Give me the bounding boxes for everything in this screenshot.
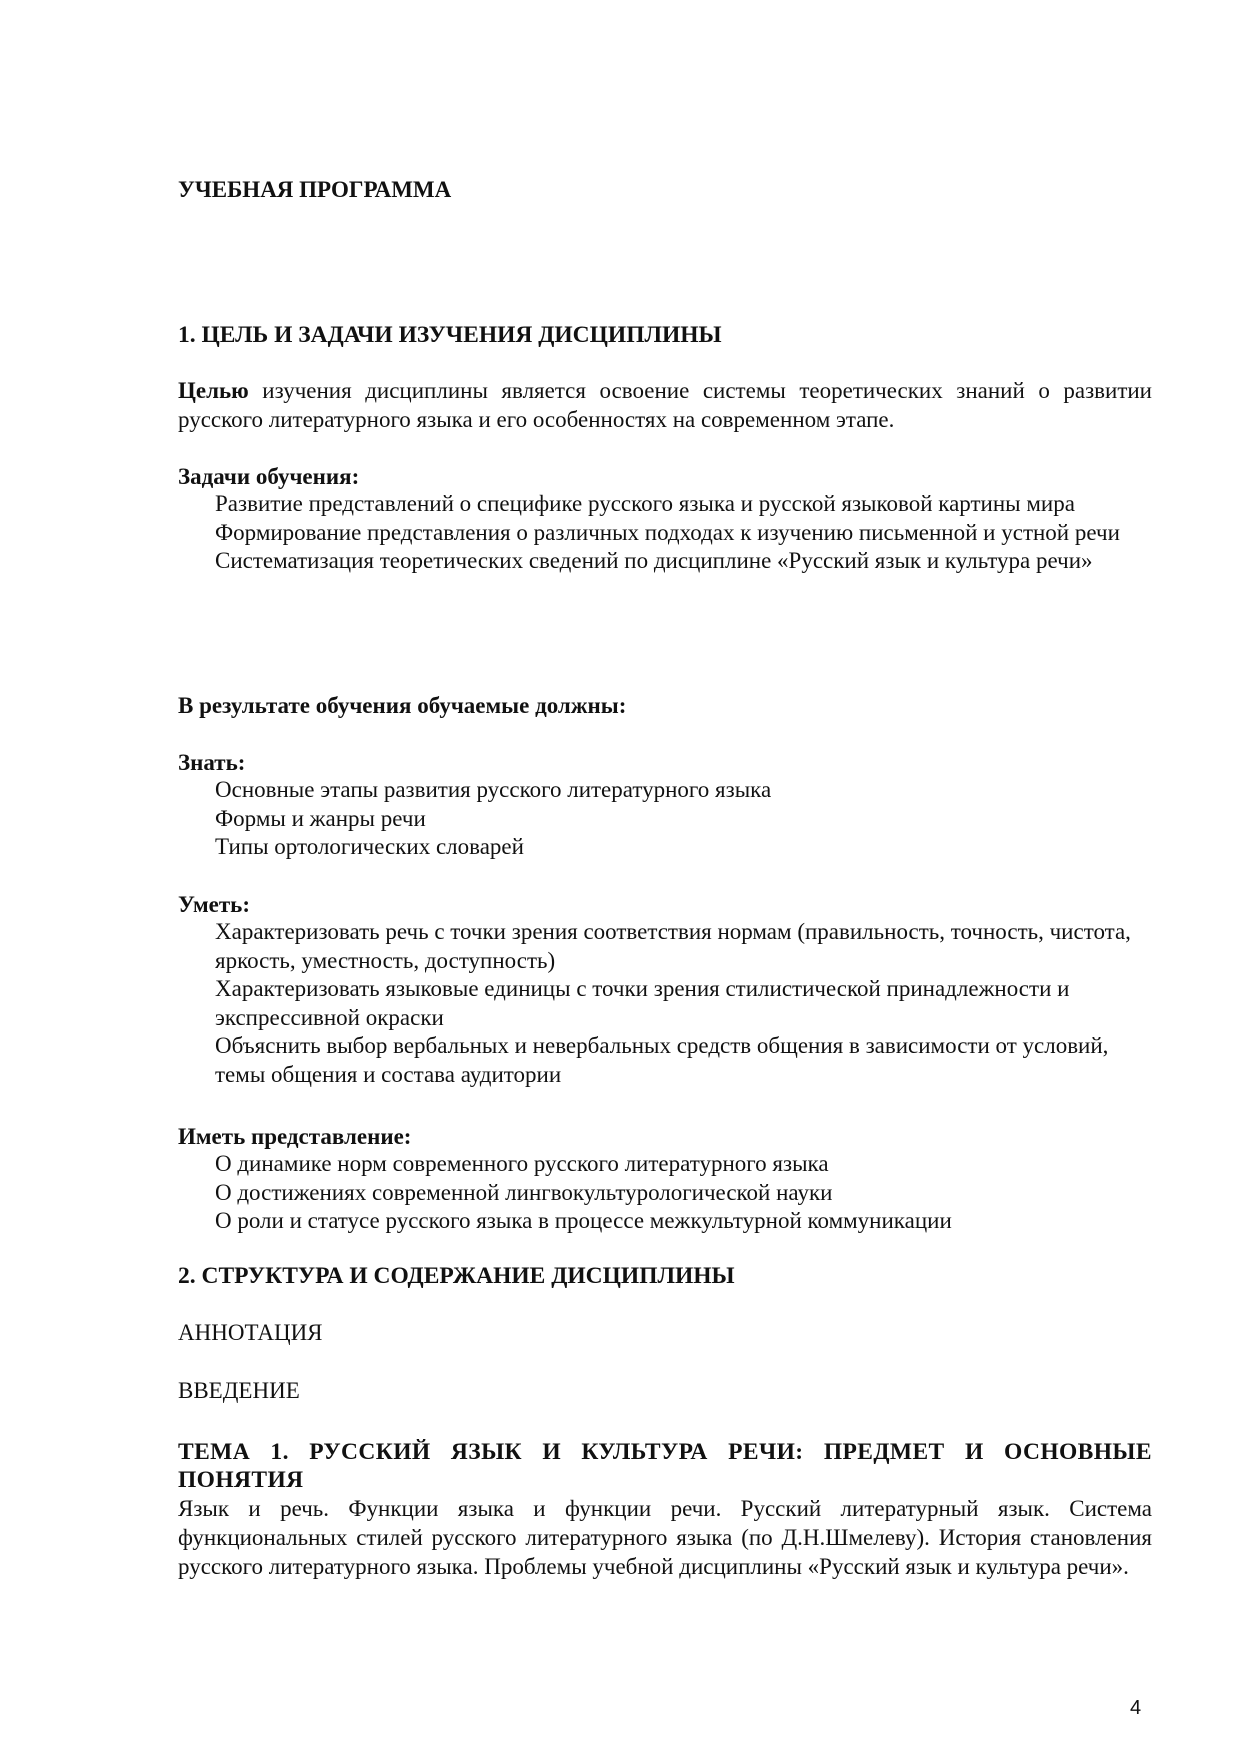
list-item: Формы и жанры речи (215, 805, 426, 831)
list-item: Характеризовать языковые единицы с точки зрения стилистической принадлежности и экспрессивной окраски (215, 976, 1070, 1030)
idea-list (215, 1150, 1160, 1236)
tasks-list (215, 490, 1160, 576)
section1-heading: 1. ЦЕЛЬ И ЗАДАЧИ ИЗУЧЕНИЯ ДИСЦИПЛИНЫ (178, 322, 722, 348)
list-item: Объяснить выбор вербальных и невербальных средств общения в зависимости от условий, темы общения и состава аудитории (215, 1033, 1109, 1087)
know-list (215, 776, 1160, 862)
list-item: Формирование представления о различных подходах к изучению письменной и устной речи (215, 519, 1120, 545)
list-item: Развитие представлений о специфике русского языка и русской языковой картины мира (215, 491, 1075, 516)
list-item: Характеризовать речь с точки зрения соответствия нормам (правильность, точность, чистота, яркость, уместность, доступность) (215, 919, 1131, 973)
know-heading: Знать: (178, 750, 246, 775)
idea-heading: Иметь представление: (178, 1124, 412, 1149)
introduction-label: ВВЕДЕНИЕ (178, 1378, 300, 1403)
list-item: Типы ортологических словарей (215, 834, 524, 859)
list-item: О роли и статусе русского языка в процессе межкультурной коммуникации (215, 1208, 952, 1233)
document-title: УЧЕБНАЯ ПРОГРАММА (178, 177, 452, 202)
goal-text: изучения дисциплины является освоение системы теоретических знаний о развитии русского литературного языка и его особенностях на современном этапе. (178, 378, 1152, 432)
able-heading: Уметь: (178, 892, 250, 917)
tasks-heading: Задачи обучения: (178, 464, 360, 489)
topic1-heading: ТЕМА 1. РУССКИЙ ЯЗЫК И КУЛЬТУРА РЕЧИ: ПРЕДМЕТ И ОСНОВНЫЕ ПОНЯТИЯ (178, 1439, 1152, 1493)
able-list (215, 918, 1160, 1089)
annotation-label: АННОТАЦИЯ (178, 1320, 323, 1345)
goal-label: Целью (178, 378, 249, 403)
topic1-text: Язык и речь. Функции языка и функции речи. Русский литературный язык. Система функциональных стилей русского литературного языка (по Д.Н.Шмелеву). История становления русского литературного языка. Проблемы учебной дисциплины «Русский язык и культура речи». (178, 1496, 1152, 1579)
goal-paragraph (178, 376, 1152, 434)
section2-heading: 2. СТРУКТУРА И СОДЕРЖАНИЕ ДИСЦИПЛИНЫ (178, 1263, 735, 1289)
list-item: Основные этапы развития русского литературного языка (215, 777, 772, 802)
page-number: 4 (1130, 1697, 1142, 1719)
list-item: О динамике норм современного русского литературного языка (215, 1151, 829, 1176)
results-heading: В результате обучения обучаемые должны: (178, 693, 627, 718)
list-item: О достижениях современной лингвокультурологической науки (215, 1179, 833, 1205)
list-item: Систематизация теоретических сведений по дисциплине «Русский язык и культура речи» (215, 548, 1093, 573)
